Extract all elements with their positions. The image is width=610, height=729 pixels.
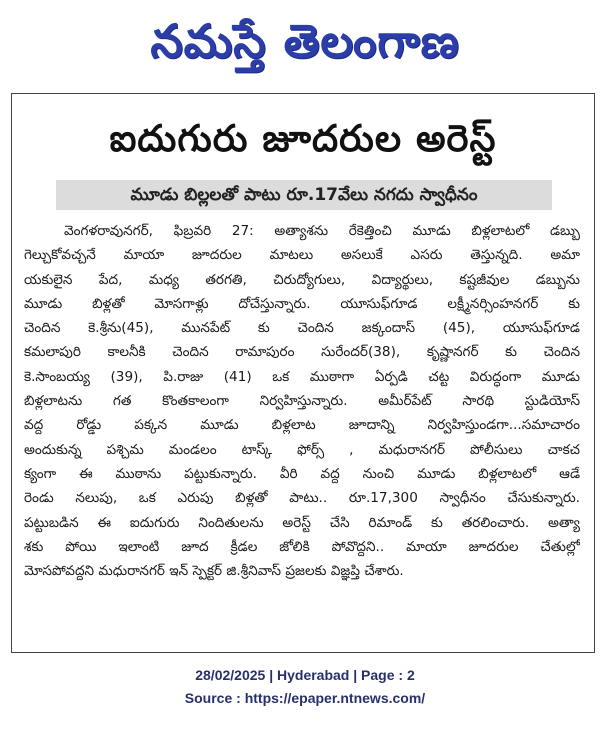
article-line: వెంగళరావునగర్, ఫిబ్రవరి 27: అత్యాశను రేకెత్తించి మూడు బిళ్లలాటలో డబ్బు — [64, 223, 580, 239]
article-line: మోసపోవద్దని మధురానగర్ ఇన్ స్పెక్టర్ జి.శ్రీనివాస్ ప్రజలకు విజ్ఞప్తి చేశారు. — [24, 563, 404, 580]
article-body — [24, 219, 580, 583]
article-line: రెండు నలుపు, ఒక ఎరుపు బిళ్లతో పాటు.. రూ.17,300 స్వాధీనం చేసుకున్నారు. — [24, 490, 580, 507]
article-line: కె.సాంబయ్య (39), పి.రాజు (41) ఒక ముఠాగా ఏర్పడి చట్ట విరుద్ధంగా మూడు — [24, 368, 580, 385]
source-url-line: Source : https://epaper.ntnews.com/ — [184, 690, 426, 706]
article-clipping — [11, 93, 595, 653]
article-line: వద్ద రోడ్డు పక్కన మూడు బిళ్లలాట జూదాన్ని నిర్వహిస్తుండగా...సమాచారం — [24, 417, 580, 434]
article-line: మూడు బిళ్లతో మోసగాళ్లు దోచేస్తున్నారు. యూసుఫ్‌గూడ లక్ష్మీనర్సింహనగర్ కు — [24, 295, 580, 312]
article-line: శకు పోయి ఇలాంటి జూద క్రీడల జోలికి పోవొద్దని.. మాయా జూదరుల చేతుల్లో — [24, 538, 580, 555]
publication-date-line: 28/02/2025 | Hyderabad | Page : 2 — [195, 667, 415, 683]
article-subheadline: మూడు బిల్లలతో పాటు రూ.17వేలు నగదు స్వాధీనం — [130, 185, 478, 205]
newspaper-masthead: నమస్తే తెలంగాణ — [150, 14, 460, 68]
article-line: యకులైన పేద, మధ్య తరగతి, చిరుద్యోగులు, విద్యార్థులు, కష్టజీవుల డబ్బును — [24, 271, 580, 288]
subheadline-banner — [56, 180, 552, 210]
article-line: అందుకున్న పశ్చిమ మండలం టాస్క్ ఫోర్స్ , మధురానగర్ పోలీసులు చాకచ — [24, 441, 580, 458]
article-line: కమలాపురి కాలనీకి చెందిన రామాపురం సురేందర్(38), కృష్ణానగర్ కు చెందిన — [24, 344, 580, 361]
article-line: క్యంగా ఈ ముఠాను పట్టుకున్నారు. వీరి వద్ద నుంచి మూడు బిళ్లలాటలో ఆడే — [24, 465, 580, 482]
article-line: పట్టుబడిన ఈ ఐదుగురు నిందితులను అరెస్ట్ చేసి రిమాండ్ కు తరలించారు. అత్యా — [24, 514, 580, 531]
article-line: బిళ్లలాటను గత కొంతకాలంగా నిర్వహిస్తున్నారు. అమీర్‌పేట్ సారథి స్టుడియోస్ — [24, 393, 580, 410]
article-line: చెందిన కె.శ్రీను(45), మునపేట్ కు చెందిన జక్కందాస్ (45), యూసుఫ్‌గూడ — [24, 320, 580, 337]
article-headline: ఐదుగురు జూదరుల అరెస్ట్ — [109, 117, 497, 160]
article-line: గెల్చుకోవచ్చనే మాయా జూదరుల మాటలు అసలుకే ఎసరు తెస్తున్నది. అమా — [24, 247, 580, 264]
